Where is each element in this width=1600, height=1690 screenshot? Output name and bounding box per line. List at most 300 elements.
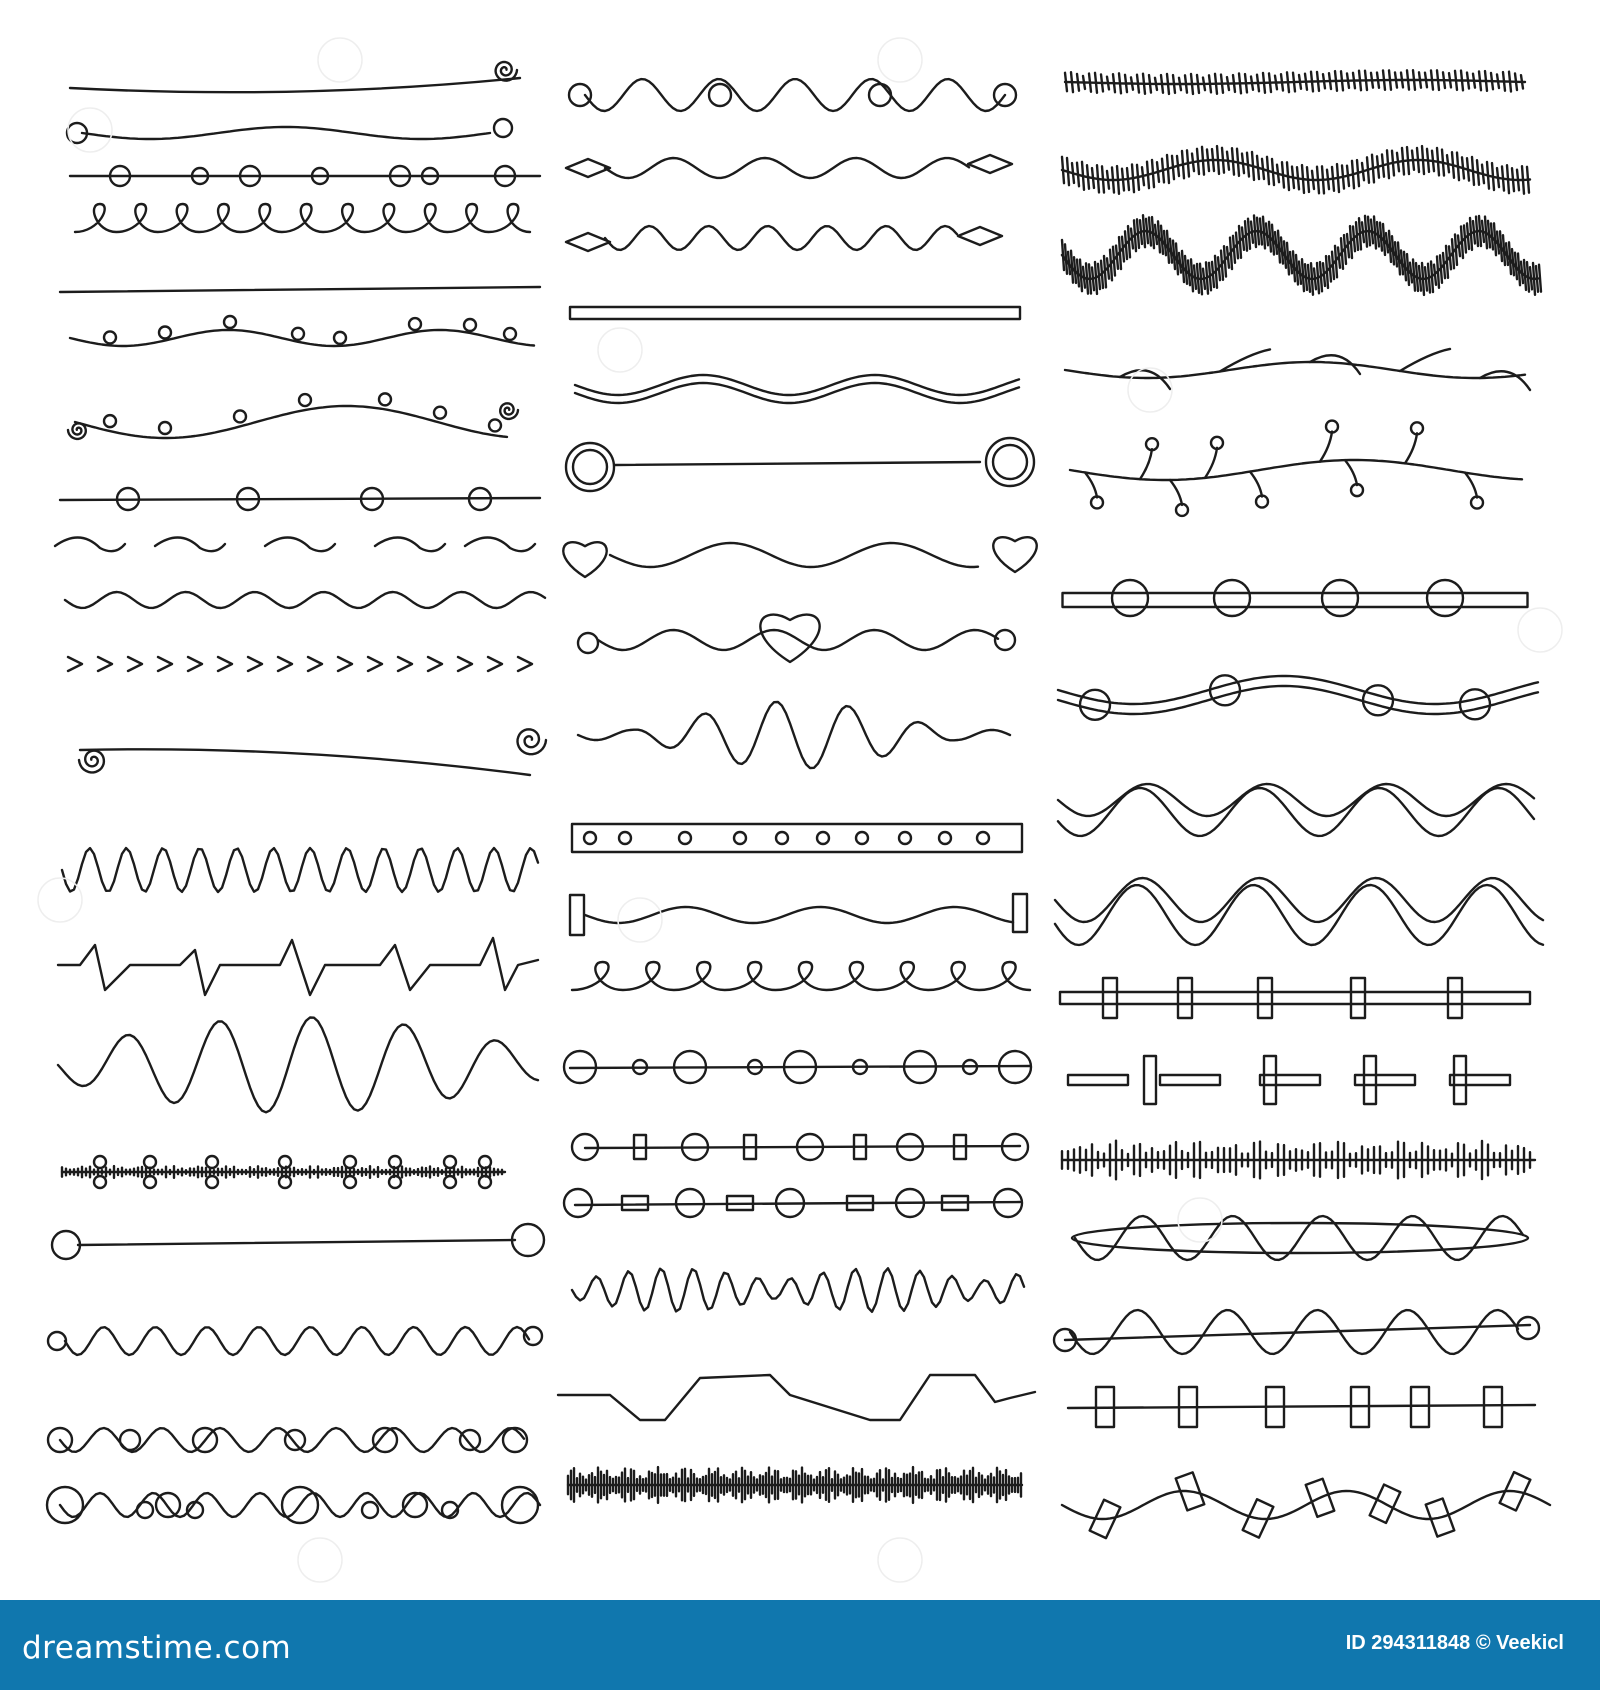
bead-circle [104, 331, 116, 343]
straight-line [1425, 73, 1427, 88]
straight-line [1095, 262, 1097, 294]
chevron [218, 657, 232, 671]
straight-line [1192, 154, 1194, 172]
bead-circle [373, 1428, 397, 1452]
straight-line [1372, 155, 1374, 183]
straight-line [1413, 259, 1415, 290]
straight-line [1263, 73, 1265, 93]
straight-line [1247, 153, 1249, 177]
wave-line [1062, 1491, 1550, 1519]
bead-circle [389, 1176, 401, 1188]
straight-line [1329, 256, 1331, 281]
straight-line [1317, 72, 1319, 91]
divider-dotted-bar [572, 824, 1022, 852]
straight-line [1197, 264, 1199, 293]
chevron [248, 657, 262, 671]
twig [1405, 433, 1417, 463]
straight-line [1437, 70, 1439, 90]
straight-line [1179, 78, 1181, 90]
straight-line [1207, 149, 1209, 171]
bead-circle [479, 1156, 491, 1168]
bead-circle [159, 326, 171, 338]
straight-line [1485, 217, 1487, 249]
wave-line [605, 226, 957, 250]
straight-line [1155, 78, 1157, 90]
straight-line [1458, 235, 1460, 256]
bead-circle [856, 832, 868, 844]
straight-line [1217, 146, 1219, 174]
straight-line [1470, 218, 1472, 250]
bead-circle [48, 1332, 66, 1350]
straight-line [1182, 251, 1184, 282]
bead-circle [285, 1430, 305, 1450]
straight-line [1248, 219, 1250, 249]
straight-line [1122, 169, 1124, 191]
bead-rect [1013, 894, 1027, 932]
wave-line [75, 406, 507, 438]
straight-line [1221, 75, 1223, 93]
straight-line [1380, 223, 1382, 251]
divider-growing-wave [578, 702, 1010, 768]
straight-line [1377, 73, 1379, 88]
bead-circle [494, 119, 512, 137]
straight-line [1320, 262, 1322, 291]
watermark-ring [598, 328, 642, 372]
bead-circle [1460, 689, 1490, 719]
straight-line [1191, 74, 1193, 94]
chevron [338, 657, 352, 671]
divider-dash-circles [60, 488, 540, 510]
straight-line [1317, 167, 1319, 194]
straight-line [1404, 252, 1406, 280]
straight-line [1254, 215, 1256, 247]
straight-line [1392, 151, 1394, 176]
bead-circle [409, 318, 421, 330]
bead-rect [1260, 1075, 1320, 1085]
straight-line [1533, 263, 1535, 295]
straight-line [1149, 217, 1151, 245]
straight-line [1292, 167, 1294, 188]
straight-line [1352, 161, 1354, 188]
bead-circle [464, 319, 476, 331]
straight-line [1257, 218, 1259, 245]
watermark-swirl [1128, 368, 1172, 412]
straight-line [1242, 227, 1244, 249]
straight-line [1371, 220, 1373, 244]
bead-circle [206, 1156, 218, 1168]
straight-line [1487, 162, 1489, 189]
straight-line [1506, 243, 1508, 265]
divider-alternating-circles [564, 1051, 1031, 1083]
straight-line [1227, 77, 1229, 90]
divider-branch-a [1065, 349, 1530, 390]
straight-line [1332, 252, 1334, 279]
straight-line [1131, 77, 1133, 89]
divider-tall-loops [62, 848, 538, 892]
straight-line [1527, 262, 1529, 292]
straight-line [1521, 75, 1523, 88]
straight-line [615, 462, 980, 465]
straight-line [1359, 71, 1361, 91]
swirl [155, 537, 225, 551]
watermark-swirl [598, 328, 642, 372]
bead-circle [899, 832, 911, 844]
wave-line [82, 127, 490, 139]
divider-hatched-wave [1062, 146, 1530, 194]
diamond-end [968, 155, 1012, 173]
heart-shape [993, 537, 1036, 572]
straight-line [1188, 260, 1190, 285]
bead-rect [1144, 1056, 1156, 1104]
bead-circle [47, 1487, 83, 1523]
divider-ring-ends [566, 438, 1034, 491]
straight-line [1215, 256, 1217, 288]
straight-line [1278, 231, 1280, 263]
straight-line [1281, 237, 1283, 263]
straight-line [1419, 266, 1421, 291]
bead-circle [334, 332, 346, 344]
straight-line [1287, 243, 1289, 275]
straight-line [1142, 167, 1144, 185]
straight-line [1467, 223, 1469, 249]
straight-line [1095, 73, 1097, 93]
straight-line [1277, 165, 1279, 182]
wave-line [62, 848, 538, 892]
watermark-ring [38, 878, 82, 922]
chevron [68, 657, 82, 671]
bead-rect [1063, 593, 1528, 607]
straight-line [1359, 218, 1361, 249]
divider-wave-axis [1054, 1310, 1539, 1354]
straight-line [1368, 217, 1370, 246]
straight-line [1257, 156, 1259, 179]
straight-line [1203, 269, 1205, 289]
straight-line [1492, 163, 1494, 190]
straight-line [1488, 221, 1490, 248]
straight-line [1287, 162, 1289, 190]
bead-circle [489, 419, 501, 431]
straight-line [1464, 225, 1466, 252]
straight-line [1068, 252, 1070, 274]
straight-line [1407, 70, 1409, 89]
straight-line [1518, 254, 1520, 286]
divider-wave-circles-mid [569, 79, 1016, 111]
dreamstime-logo[interactable]: dreamstime.com [22, 1630, 292, 1666]
chevron [518, 657, 532, 671]
straight-line [1467, 73, 1469, 89]
heart-shape [760, 615, 819, 662]
straight-line [1503, 235, 1505, 265]
straight-line [1494, 223, 1496, 255]
twig [1250, 472, 1262, 497]
straight-line [1257, 75, 1259, 92]
straight-line [1497, 232, 1499, 254]
wave-line [585, 79, 1005, 111]
twig [1465, 473, 1477, 498]
straight-line [1281, 74, 1283, 90]
straight-line [1461, 71, 1463, 91]
straight-line [1284, 241, 1286, 268]
straight-line [1098, 264, 1100, 289]
divider-ribbon-beads [1058, 675, 1538, 719]
twig [1205, 448, 1217, 478]
watermark-ring [1128, 368, 1172, 412]
straight-line [1387, 150, 1389, 178]
straight-line [1185, 75, 1187, 92]
straight-line [1215, 74, 1217, 94]
straight-line [1382, 154, 1384, 176]
straight-line [1362, 163, 1364, 180]
watermark-swirl [68, 108, 112, 152]
bead-circle [434, 407, 446, 419]
straight-line [1322, 166, 1324, 193]
straight-line [1437, 256, 1439, 287]
straight-line [1299, 75, 1301, 89]
straight-line [1239, 226, 1241, 258]
watermark-ring [878, 38, 922, 82]
wave-line [65, 592, 545, 608]
bead-circle [503, 1428, 527, 1452]
bead-circle [502, 1487, 538, 1523]
bead-circle [1322, 580, 1358, 616]
straight-line [1479, 216, 1481, 246]
straight-line [1155, 225, 1157, 244]
straight-line [1338, 247, 1340, 267]
divider-fuzzy-big-wave [1062, 215, 1541, 295]
straight-line [1477, 160, 1479, 185]
straight-line [1062, 157, 1064, 183]
heartbeat-line [58, 938, 538, 995]
wave-line [575, 375, 1019, 395]
bead-circle [512, 1224, 544, 1256]
straight-line [1267, 157, 1269, 184]
straight-line [1371, 73, 1373, 88]
divider-dashed-line [60, 287, 540, 292]
bead-circle [1214, 580, 1250, 616]
straight-line [1467, 158, 1469, 180]
bead-circle [817, 832, 829, 844]
straight-line [1297, 167, 1299, 189]
straight-line [1305, 74, 1307, 90]
straight-line [1131, 229, 1133, 249]
divider-bar-rect-beads [1060, 978, 1530, 1018]
straight-line [1323, 263, 1325, 286]
watermark-ring [298, 1538, 342, 1582]
bead-circle [734, 832, 746, 844]
straight-line [1472, 157, 1474, 185]
straight-line [1077, 74, 1079, 91]
watermark-footer-bar [0, 1600, 1600, 1690]
straight-line [1272, 159, 1274, 185]
straight-line [1104, 256, 1106, 287]
divider-hatched-line [1065, 70, 1525, 94]
straight-line [1170, 239, 1172, 263]
straight-line [575, 1202, 1020, 1205]
straight-line [1152, 217, 1154, 248]
bead-circle [584, 832, 596, 844]
bead-circle [137, 1502, 153, 1518]
watermark-ring [68, 108, 112, 152]
straight-line [1065, 73, 1067, 91]
wave-line [1055, 878, 1543, 922]
divider-squiggle [65, 592, 545, 608]
straight-line [1326, 256, 1328, 288]
bead-circle [144, 1156, 156, 1168]
wave-line [60, 1493, 540, 1517]
straight-line [1482, 165, 1484, 184]
straight-line [1461, 226, 1463, 258]
straight-line [1539, 265, 1541, 292]
bead-circle [1427, 580, 1463, 616]
straight-line [1329, 73, 1331, 89]
straight-line [1242, 154, 1244, 174]
straight-line [1143, 74, 1145, 94]
straight-line [1365, 216, 1367, 247]
loop-line [572, 962, 1030, 990]
divider-curl-line [70, 62, 520, 92]
bead-rect [1450, 1075, 1510, 1085]
straight-line [1431, 71, 1433, 90]
straight-line [1182, 151, 1184, 178]
straight-line [1077, 260, 1079, 287]
bead-circle [94, 1176, 106, 1188]
twig [1310, 355, 1360, 374]
straight-line [1432, 151, 1434, 171]
straight-line [1327, 170, 1329, 189]
bead-rect [1103, 978, 1117, 1018]
straight-line [1332, 167, 1334, 191]
divider-circles-rects-b [564, 1189, 1022, 1217]
straight-line [1395, 72, 1397, 87]
twig [1345, 460, 1357, 485]
straight-line [1147, 162, 1149, 188]
straight-line [1446, 246, 1448, 278]
straight-line [1407, 254, 1409, 285]
straight-line [1172, 156, 1174, 179]
straight-line [1482, 221, 1484, 242]
divider-heartbeat [58, 938, 538, 995]
straight-line [1401, 250, 1403, 274]
straight-line [1089, 74, 1091, 92]
bead-circle [993, 445, 1027, 479]
straight-line [1239, 73, 1241, 93]
straight-line [1101, 261, 1103, 288]
straight-line [1203, 78, 1205, 91]
straight-line [1089, 264, 1091, 293]
bead-circle [444, 1176, 456, 1188]
straight-line [570, 1066, 1030, 1068]
straight-line [1386, 233, 1388, 252]
chevron [308, 657, 322, 671]
straight-line [1422, 146, 1424, 174]
straight-line [1212, 262, 1214, 287]
chevron [188, 657, 202, 671]
straight-line [1389, 231, 1391, 262]
divider-wave-dot-ends [48, 1327, 542, 1355]
straight-line [1502, 166, 1504, 190]
divider-tick-line [1062, 1141, 1535, 1180]
straight-line [1212, 149, 1214, 171]
bead-rect [1448, 978, 1462, 1018]
straight-line [1377, 156, 1379, 177]
divider-spiral-loops [572, 962, 1030, 990]
straight-line [1206, 262, 1208, 293]
straight-line [1080, 260, 1082, 292]
straight-line [1344, 235, 1346, 264]
bead-circle [995, 630, 1015, 650]
divider-stepped-line [558, 1375, 1035, 1420]
straight-line [1383, 70, 1385, 89]
chevron [488, 657, 502, 671]
straight-line [1162, 159, 1164, 183]
bead-circle [869, 84, 891, 106]
bead-rect [570, 307, 1020, 319]
straight-line [1347, 73, 1349, 88]
straight-line [1347, 166, 1349, 186]
straight-line [1176, 243, 1178, 274]
twig [1140, 449, 1152, 479]
watermark-ring [878, 1538, 922, 1582]
wave-line [605, 158, 969, 178]
bead-circle [299, 394, 311, 406]
diamond-end [566, 159, 610, 177]
straight-line [1419, 72, 1421, 87]
straight-line [1173, 241, 1175, 269]
watermark-swirl [878, 38, 922, 82]
bead-circle [344, 1156, 356, 1168]
straight-line [1077, 163, 1079, 187]
divider-wave-diamonds-b [566, 226, 1002, 251]
bead-circle [206, 1176, 218, 1188]
straight-line [1367, 157, 1369, 182]
divider-thick-wave-b [1055, 878, 1543, 945]
bead-circle [52, 1231, 80, 1259]
straight-line [1447, 155, 1449, 172]
stepped-line [558, 1375, 1035, 1420]
wave-line [585, 907, 1013, 923]
straight-line [1083, 76, 1085, 89]
twig [1170, 480, 1182, 505]
straight-line [1500, 231, 1502, 261]
straight-line [1107, 171, 1109, 189]
straight-line [1072, 163, 1074, 183]
straight-line [1266, 223, 1268, 245]
watermark-swirl [318, 38, 362, 82]
straight-line [1491, 223, 1493, 249]
straight-line [1497, 74, 1499, 88]
loop-line [75, 204, 530, 232]
straight-line [1397, 153, 1399, 171]
bead-circle [144, 1176, 156, 1188]
divider-wave-circle-ends [67, 119, 512, 143]
straight-line [1503, 72, 1505, 91]
straight-line [1353, 73, 1355, 89]
straight-line [1509, 72, 1511, 92]
straight-line [1507, 165, 1509, 193]
bead-circle [444, 1156, 456, 1168]
straight-line [1137, 219, 1139, 248]
straight-line [1262, 159, 1264, 179]
straight-line [1522, 166, 1524, 194]
straight-line [1097, 165, 1099, 192]
straight-line [1167, 74, 1169, 94]
straight-line [1485, 71, 1487, 91]
divider-beaded-line [70, 166, 540, 186]
watermark-swirl [298, 1538, 342, 1582]
straight-line [1101, 74, 1103, 91]
bead-circle [578, 633, 598, 653]
straight-line [1362, 222, 1364, 242]
